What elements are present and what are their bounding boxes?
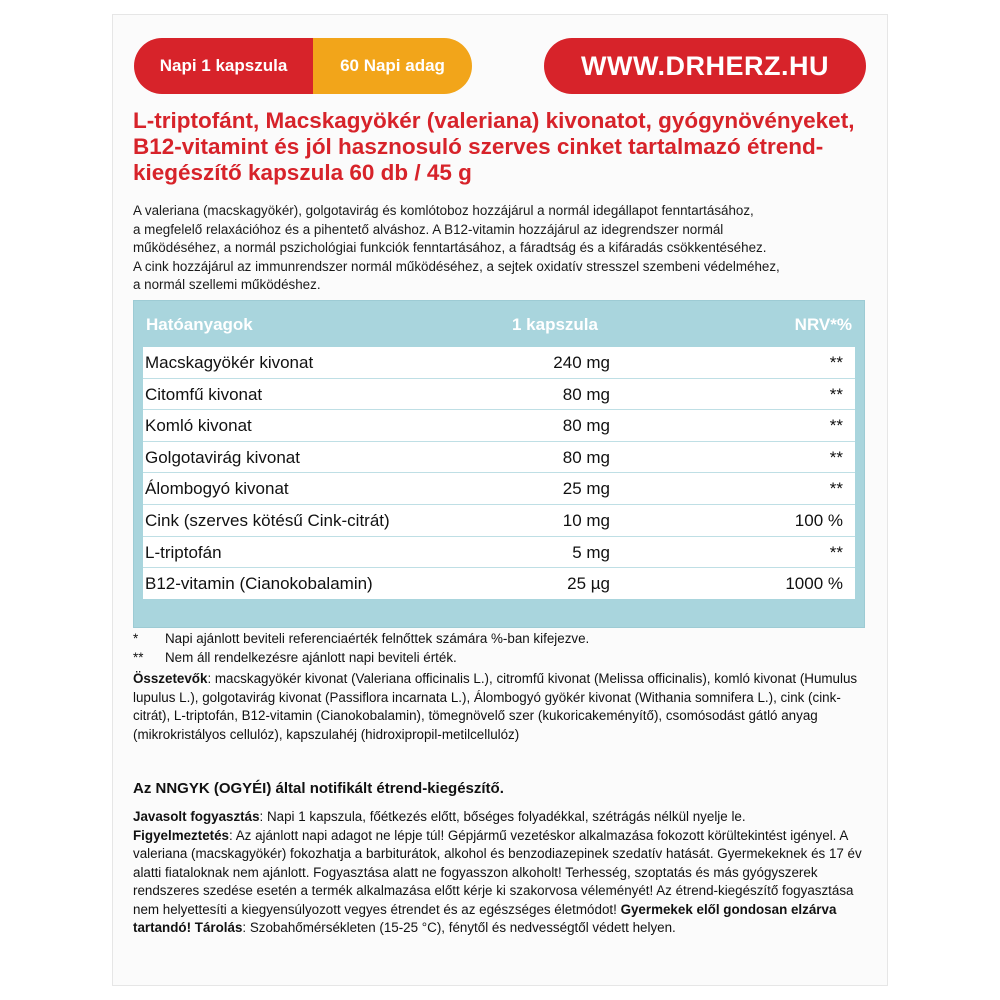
nutrition-table: [133, 300, 865, 628]
ingredient-nrv: **: [829, 416, 843, 436]
children-warning: Gyermekek elől gondosan elzárva tartandó!: [133, 901, 837, 935]
usage-section: [133, 808, 873, 938]
footnote-text: Napi ajánlott beviteli referenciaérték felnőttek számára %-ban kifejezve.: [165, 631, 590, 646]
footnotes: [133, 630, 873, 667]
dosage-badge: [134, 38, 472, 94]
intro-line: működéséhez, a normál pszichológiai funkciók fenntartásához, a fáradtság és a kifáradás csökkentéséhez.: [133, 240, 767, 255]
intro-line: A cink hozzájárul az immunrendszer normál működéséhez, a sejtek oxidatív stresszel szembeni védelméhez,: [133, 258, 780, 274]
table-header: [134, 301, 864, 347]
header-ingredients: Hatóanyagok: [146, 315, 253, 334]
ingredient-name: Citomfű kivonat: [145, 384, 263, 404]
ingredient-amount: 80 mg: [562, 416, 610, 436]
ingredient-amount: 240 mg: [553, 353, 610, 372]
storage-label: Tárolás: [194, 920, 243, 935]
footnote-mark: *: [133, 631, 139, 646]
ingredient-nrv: 100 %: [794, 510, 843, 530]
footnote-text: Nem áll rendelkezésre ajánlott napi beviteli érték.: [165, 649, 457, 665]
footnote-mark: **: [133, 649, 144, 665]
ingredient-amount: 80 mg: [562, 447, 610, 467]
storage-text: : Szobahőmérsékleten (15-25 °C), fénytől és nedvességtől védett helyen.: [242, 920, 676, 935]
warning-text: : Az ajánlott napi adagot ne lépje túl! Gépjármű vezetéskor alkalmazása fokozott körültekintést igényel. A valeriana (macskagyökér) fokozhatja a barbiturátok, alkohol és benzodiazepinek szedatív hatását. Gyermekeknek és 17 év alatti fiataloknak nem ajánlott. Fogyasztása alatt ne fogyasszon alkoholt! Terhesség, szoptatás és más gyógyszerek rendszeres szedése esetén a termék alkalmazása előtt kérje ki szakorvosa véleményét! Az étrend-kiegészítő fogyasztása nem helyettesíti a kiegyensúlyozott vegyes étrendet és az egészséges életmódot!: [133, 827, 862, 917]
ingredient-nrv: 1000 %: [785, 574, 843, 594]
table-row: [143, 347, 855, 378]
ingredient-nrv: **: [829, 353, 843, 372]
notification-statement: Az NNGYK (OGYÉI) által notifikált étrend-kiegészítő.: [133, 780, 504, 797]
ingredient-name: Cink (szerves kötésű Cink-citrát): [145, 510, 390, 530]
ingredient-name: Komló kivonat: [145, 416, 252, 436]
ingredients-text: : macskagyökér kivonat (Valeriana officinalis L.), citromfű kivonat (Melissa officinalis), komló kivonat (Humulus lupulus L.), golgotavirág kivonat (Passiflora incarnata L.), Álombogyó gyökér kivonat (Withania somnifera L.), cink (cink-citrát), L-triptofán, B12-vitamin (Cianokobalamin), tömegnövelő szer (kukoricakeményítő), csomósodást gátló anyag (mikrokristályos cellulóz), kapszulahéj (hidroxipropil-metilcellulóz): [133, 671, 858, 742]
ingredient-amount: 25 mg: [562, 479, 610, 499]
ingredient-name: B12-vitamin (Cianokobalamin): [145, 574, 373, 594]
ingredient-nrv: **: [829, 447, 843, 467]
daily-dose-badge: Napi 1 kapszula: [134, 38, 313, 94]
table-row: [143, 567, 855, 599]
header-nrv: NRV*%: [794, 315, 852, 334]
table-row: [143, 536, 855, 568]
intro-text: [133, 202, 873, 295]
ingredient-amount: 5 mg: [572, 542, 610, 562]
dosage-paragraph: [133, 808, 873, 827]
ingredient-amount: 25 µg: [567, 574, 610, 594]
ingredient-nrv: **: [829, 479, 843, 499]
ingredient-nrv: **: [829, 384, 843, 404]
ingredient-name: Álombogyó kivonat: [145, 479, 289, 499]
ingredient-amount: 10 mg: [562, 510, 610, 530]
table-row: [143, 409, 855, 441]
table-row: [143, 378, 855, 410]
table-row: [143, 441, 855, 473]
footnote: [133, 630, 873, 649]
dosage-text: : Napi 1 kapszula, főétkezés előtt, bőséges folyadékkal, szétrágás nélkül nyelje le.: [259, 809, 746, 824]
ingredient-amount: 80 mg: [562, 384, 610, 404]
dosage-label: Javasolt fogyasztás: [133, 809, 260, 824]
ingredient-name: Macskagyökér kivonat: [145, 353, 314, 372]
footnote: [133, 649, 873, 668]
ingredients-label: Összetevők: [133, 671, 208, 686]
intro-line: A valeriana (macskagyökér), golgotavirág és komlótoboz hozzájárul a normál idegállapot fenntartásához,: [133, 203, 754, 218]
servings-badge: 60 Napi adag: [313, 38, 472, 94]
website-badge[interactable]: WWW.DRHERZ.HU: [544, 38, 866, 94]
ingredients-section: [133, 670, 873, 744]
warning-paragraph: [133, 827, 873, 938]
intro-line: a megfelelő relaxációhoz és a pihentető alváshoz. A B12-vitamin hozzájárul az idegrendszer normál: [133, 221, 724, 237]
ingredient-nrv: **: [829, 542, 843, 562]
intro-line: a normál szellemi működéshez.: [133, 277, 321, 292]
table-body: [143, 347, 855, 599]
ingredient-name: L-triptofán: [145, 542, 222, 562]
product-headline: L-triptofánt, Macskagyökér (valeriana) kivonatot, gyógynövényeket, B12-vitamint és jól hasznosuló szerves cinket tartalmazó étrend-kiegészítő kapszula 60 db / 45 g: [133, 108, 855, 185]
ingredient-name: Golgotavirág kivonat: [145, 447, 300, 467]
header-per-capsule: 1 kapszula: [512, 315, 598, 334]
table-row: [143, 504, 855, 536]
table-row: [143, 472, 855, 504]
warning-label: Figyelmeztetés: [133, 827, 230, 843]
